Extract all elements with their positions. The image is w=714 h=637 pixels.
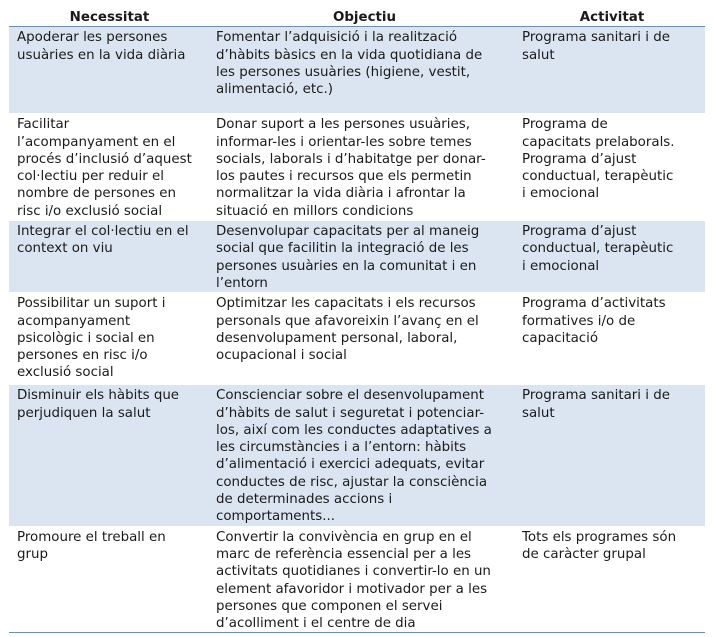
table-row xyxy=(9,114,705,221)
goal-cell: Convertir la convivència en grup en el marc de referència essencial per a les activitats quotidianes i convertir-lo en un element afavoridor i motivador per a les persones que componen el servei d’acolliment i el centre de dia xyxy=(210,526,519,633)
need-cell: Possibilitar un suport i acompanyament psicològic i social en persones en risc i/o exclusió social xyxy=(9,293,210,385)
need-cell: Facilitar l’acompanyament en el procés d’inclusió d’aquest col·lectiu per reduir el nombre de persones en risc i/o exclusió social xyxy=(9,114,210,221)
activity-cell: Programa de capacitats prelaborals. Programa d’ajust conductual, terapèutic i emocional xyxy=(519,114,705,221)
activity-cell: Programa sanitari i de salut xyxy=(519,385,705,526)
need-cell: Disminuir els hàbits que perjudiquen la salut xyxy=(9,385,210,526)
header-necessitat: Necessitat xyxy=(9,9,210,27)
activity-cell: Programa sanitari i de salut xyxy=(519,27,705,114)
need-cell: Integrar el col·lectiu en el context on viu xyxy=(9,221,210,293)
header-row xyxy=(9,9,705,27)
table-row xyxy=(9,293,705,385)
need-cell: Promoure el treball en grup xyxy=(9,526,210,633)
header-objectiu: Objectiu xyxy=(210,9,519,27)
need-cell: Apoderar les persones usuàries en la vida diària xyxy=(9,27,210,114)
table-row xyxy=(9,27,705,114)
header-activitat: Activitat xyxy=(519,9,705,27)
goal-cell: Desenvolupar capacitats per al maneig social que facilitin la integració de les persones usuàries en la comunitat i en l’entorn xyxy=(210,221,519,293)
goal-cell: Donar suport a les persones usuàries, informar-les i orientar-les sobre temes socials, laborals i d’habitatge per donar- los pautes i recursos que els permetin normalitzar la vida diària i afrontar la situació en millors condicions xyxy=(210,114,519,221)
goal-cell: Fomentar l’adquisició i la realització d’hàbits bàsics en la vida quotidiana de les persones usuàries (higiene, vestit, alimentació, etc.) xyxy=(210,27,519,114)
goal-cell: Conscienciar sobre el desenvolupament d’hàbits de salut i seguretat i potenciar- los, així com les conductes adaptatives a les circumstàncies i a l’entorn: hàbits d’alimentació i exercici adequats, evitar conductes de risc, ajustar la consciència de determinades accions i comportaments... xyxy=(210,385,519,526)
activity-cell: Programa d’activitats formatives i/o de capacitació xyxy=(519,293,705,385)
activity-cell: Tots els programes són de caràcter grupal xyxy=(519,526,705,633)
needs-objectives-table xyxy=(9,9,705,633)
activity-cell: Programa d’ajust conductual, terapèutic i emocional xyxy=(519,221,705,293)
table-row xyxy=(9,221,705,293)
table-row xyxy=(9,526,705,633)
table-row xyxy=(9,385,705,526)
goal-cell: Optimitzar les capacitats i els recursos personals que afavoreixin l’avanç en el desenvolupament personal, laboral, ocupacional i social xyxy=(210,293,519,385)
